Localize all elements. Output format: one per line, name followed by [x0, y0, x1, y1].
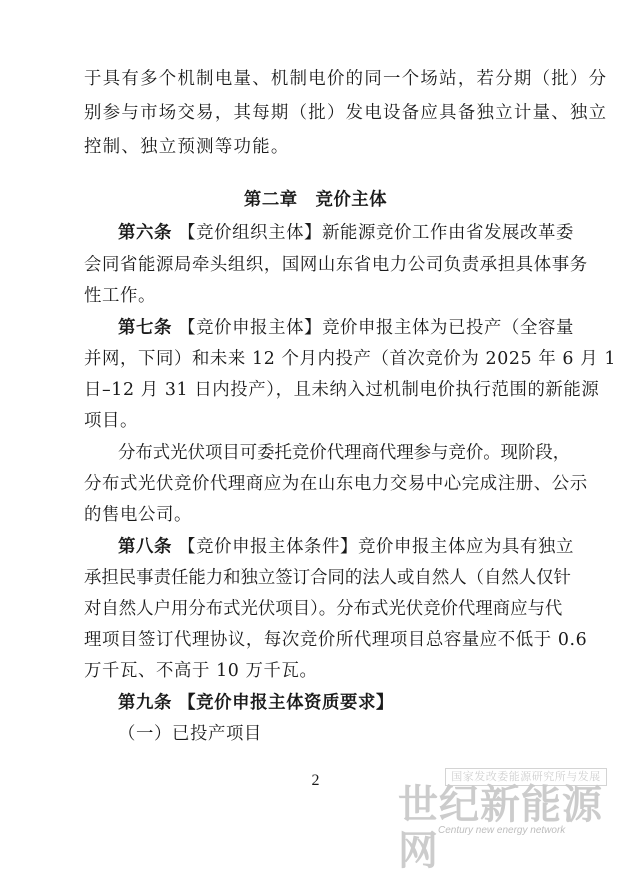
article-title: 【竞价申报主体资质要求】	[178, 693, 395, 713]
page-number: 2	[311, 772, 320, 789]
text-line: 分布式光伏竞价代理商应为在山东电力交易中心完成注册、公示	[84, 474, 588, 494]
watermark-caption: 国家发改委能源研究所与发展	[445, 768, 607, 786]
article-6-first-line	[118, 221, 574, 245]
text-line: 对自然人户用分布式光伏项目）。分布式光伏竞价代理商应与代	[84, 599, 563, 619]
text-line: 性工作。	[84, 286, 156, 306]
watermark-logo-text: 世纪新能源网	[398, 781, 603, 874]
text-line: 会同省能源局牵头组织，国网山东省电力公司负责承担具体事务	[84, 255, 588, 275]
text-line: 理项目签订代理协议，每次竞价所代理项目总容量应不低于 0.6	[84, 630, 588, 650]
text-line: 承担民事责任能力和独立签订合同的法人或自然人（自然人仅针	[84, 568, 571, 588]
article-text: 竞价申报主体为已投产（全容量	[322, 318, 574, 338]
article-label: 第六条	[118, 223, 172, 243]
text-line: 日–12 月 31 日内投产），且未纳入过机制电价执行范围的新能源	[84, 380, 600, 400]
text-line: 分布式光伏项目可委托竞价代理商代理参与竞价。现阶段，	[118, 443, 571, 463]
article-title: 【竞价组织主体】	[178, 223, 323, 243]
text-line: （一）已投产项目	[118, 724, 262, 744]
article-label: 第八条	[118, 537, 172, 557]
article-label: 第七条	[118, 318, 172, 338]
text-line: 别参与市场交易，其每期（批）发电设备应具备独立计量、独立	[84, 103, 608, 123]
article-text: 竞价申报主体应为具有独立	[358, 537, 574, 557]
watermark-english: Century new energy network	[438, 825, 566, 836]
article-text: 新能源竞价工作由省发展改革委	[322, 223, 574, 243]
article-7-first-line	[118, 316, 574, 340]
article-title: 【竞价申报主体条件】	[178, 537, 359, 557]
article-8-first-line	[118, 535, 574, 559]
article-9-first-line	[118, 691, 394, 715]
text-line: 于具有多个机制电量、机制电价的同一个场站，若分期（批）分	[84, 69, 608, 89]
text-line: 万千瓦、不高于 10 万千瓦。	[84, 661, 318, 681]
article-title: 【竞价申报主体】	[178, 318, 323, 338]
text-line: 并网，下同）和未来 12 个月内投产（首次竞价为 2025 年 6 月 1	[84, 349, 617, 369]
text-line: 项目。	[84, 411, 138, 431]
chapter-title: 第二章 竞价主体	[243, 190, 388, 210]
article-label: 第九条	[118, 693, 172, 713]
text-line: 控制、独立预测等功能。	[84, 137, 290, 157]
text-line: 的售电公司。	[84, 505, 192, 525]
